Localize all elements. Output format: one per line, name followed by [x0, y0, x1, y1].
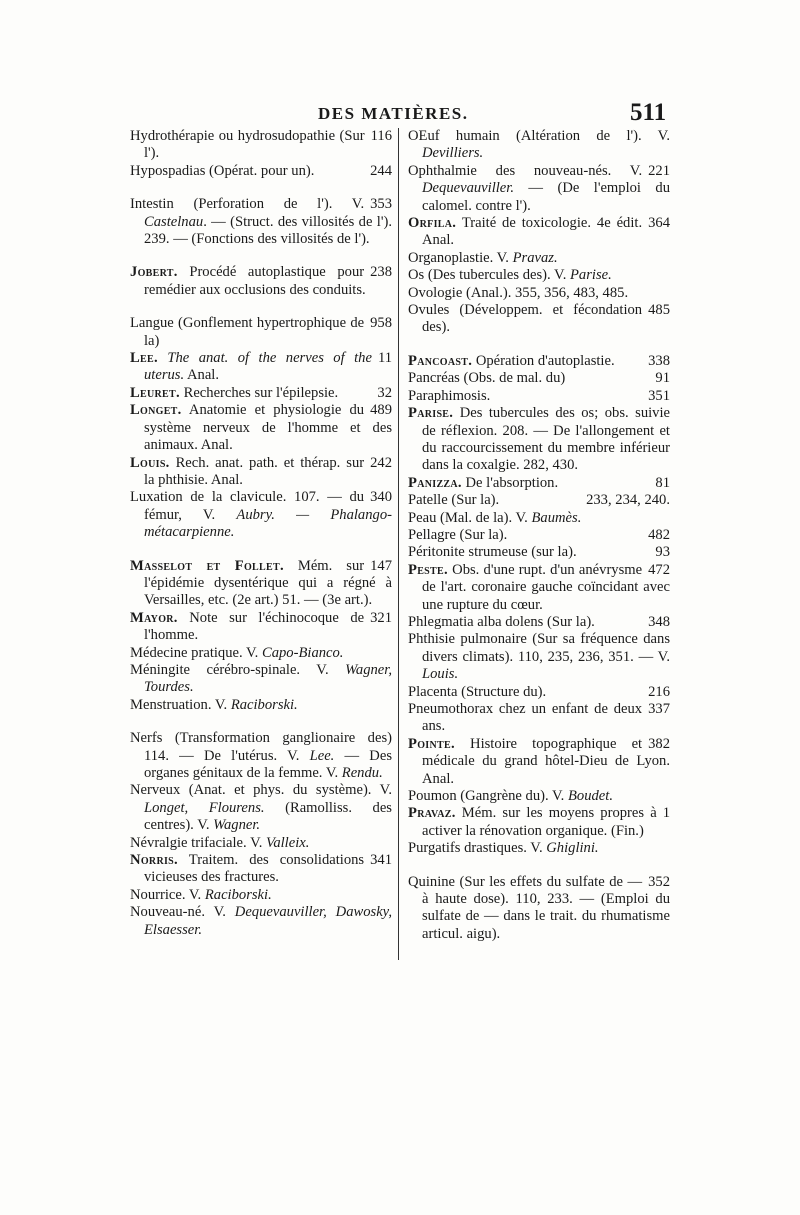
entry-page-ref: 238 [370, 264, 392, 281]
entry-page-ref: 1 [662, 805, 670, 822]
index-entry [408, 370, 670, 387]
index-entry [408, 684, 670, 701]
entry-text: Placenta (Structure du). [408, 683, 547, 700]
entry-author: Pravaz. [408, 805, 456, 822]
entry-page-ref: 337 [648, 701, 670, 717]
index-entry [408, 215, 670, 250]
entry-page-ref: 321 [370, 609, 392, 626]
entry-page-ref: 353 [370, 196, 392, 213]
entry-page-ref: 338 [648, 352, 670, 369]
index-entry [408, 614, 670, 631]
entry-author: Peste. [408, 561, 448, 578]
index-entry [408, 285, 670, 302]
entry-gap [408, 337, 670, 353]
entry-page-ref: 364 [648, 215, 670, 232]
index-entry [130, 455, 392, 490]
entry-text: Patelle (Sur la). [408, 492, 500, 509]
index-entry [408, 250, 670, 267]
entry-gap [130, 714, 392, 730]
entry-text: Traité de toxicologie. 4e édit. Anal. [422, 215, 643, 249]
entry-page-ref: 348 [648, 613, 670, 630]
entry-author: Masselot et Follet. [130, 557, 284, 574]
index-entry [130, 402, 392, 454]
entry-text: De l'absorption. [461, 474, 559, 491]
index-entry [130, 163, 392, 180]
entry-text: Méningite cérébro-spinale. V. [130, 661, 346, 678]
entry-text: Organoplastie. V. [408, 249, 513, 266]
entry-text: Purgatifs drastiques. V. [408, 840, 547, 857]
index-entry [130, 662, 392, 697]
entry-text: Obs. d'une rupt. d'un anévrysme de l'art. coronaire gauche coïncidant avec une rupture du cœur. [422, 561, 670, 613]
entry-italic: Castelnau [144, 213, 204, 230]
entry-italic: Capo-Bianco. [261, 644, 344, 661]
entry-italic-2: Wagner. [213, 817, 261, 834]
entry-page-ref: 485 [648, 302, 670, 319]
entry-text: Anatomie et physiologie du système nerveux de l'homme et des animaux. Anal. [144, 402, 392, 454]
entry-author: Panizza. [408, 474, 462, 491]
entry-text: Phlegmatia alba dolens (Sur la). [408, 613, 595, 630]
entry-text: Des tubercules des os; obs. suivie de réflexion. 208. — De l'allongement et du raccourcissement du membre inférieur dans la coxalgie. 282, 430. [422, 405, 670, 474]
entry-text: Quinine (Sur les effets du sulfate de — à haute dose). 110, 233. — (Emploi du sulfate de — dans le trait. du rhumatisme articul. aigu). [408, 873, 670, 942]
index-entry [130, 782, 392, 834]
index-entry [408, 128, 670, 163]
entry-page-ref: 11 [377, 350, 392, 367]
entry-italic: Longet, Flourens. [144, 799, 265, 816]
entry-italic: Boudet. [567, 788, 613, 805]
index-entry [130, 904, 392, 939]
entry-text: Note sur l'échinocoque de l'homme. [144, 609, 365, 644]
entry-italic: Dequevauviller, Dawosky, Elsaesser. [144, 904, 392, 938]
entry-page-ref: 32 [377, 384, 392, 401]
page-number: 511 [630, 99, 667, 126]
entry-text: Hydrothérapie ou hydrosudopathie (Sur l'). [130, 128, 365, 162]
entry-page-ref: 958 [370, 315, 392, 332]
entry-text: Ovologie (Anal.). 355, 356, 483, 485. [408, 284, 629, 301]
index-entry [130, 196, 392, 248]
entry-page-ref: 81 [655, 474, 670, 491]
index-entry [408, 492, 670, 509]
entry-gap [408, 858, 670, 874]
entry-text: Paraphimosis. [408, 387, 491, 404]
index-entry [130, 264, 392, 299]
entry-text: Os (Des tubercules des). V. [408, 267, 570, 284]
entry-text-cont: — (De l'emploi du calomel. contre l'). [422, 180, 670, 214]
index-entry [408, 163, 670, 215]
entry-author: Pointe. [408, 735, 455, 752]
entry-italic: Aubry. — Phalango-métacarpienne. [144, 506, 392, 541]
entry-page-ref: 93 [655, 544, 670, 561]
entry-text: Péritonite strumeuse (sur la). [408, 544, 577, 561]
entry-page-ref: 116 [370, 128, 392, 144]
index-entry [130, 730, 392, 782]
entry-author: Longet. [130, 402, 182, 419]
entry-text: Rech. anat. path. et thérap. sur la phthisie. Anal. [144, 454, 365, 488]
entry-italic: Ghiglini. [546, 840, 599, 857]
entry-author: Orfila. [408, 215, 457, 232]
entry-text: Opération d'autoplastie. [472, 352, 615, 369]
entry-page-ref: 352 [648, 873, 670, 890]
entry-page-ref: 472 [648, 561, 670, 578]
entry-author: Parise. [408, 405, 454, 422]
entry-italic: Wagner, Tourdes. [144, 661, 392, 696]
entry-italic: Raciborski. [204, 886, 272, 903]
index-entry [408, 788, 670, 805]
entry-text: Poumon (Gangrène du). V. [408, 788, 568, 805]
entry-page-ref: 233, 234, 240. [586, 492, 670, 509]
index-entry [130, 315, 392, 350]
entry-page-ref: 216 [648, 683, 670, 700]
index-entry [130, 489, 392, 541]
index-entry [408, 353, 670, 370]
index-entry [130, 697, 392, 714]
entry-gap [130, 248, 392, 264]
running-title: DES MATIÈRES. [318, 104, 469, 123]
entry-gap [130, 180, 392, 196]
index-entry [408, 388, 670, 405]
entry-text: Menstruation. V. [130, 696, 231, 713]
entry-italic: Devilliers. [422, 145, 484, 162]
right-column [408, 128, 670, 943]
index-entry [408, 405, 670, 475]
entry-text: Hypospadias (Opérat. pour un). [130, 162, 315, 179]
entry-text: Peau (Mal. de la). V. [408, 509, 532, 526]
entry-text: Nouveau-né. V. [130, 904, 235, 921]
entry-text: Histoire topographique et médicale du grand hôtel-Dieu de Lyon. Anal. [422, 735, 670, 787]
entry-page-ref: 482 [648, 526, 670, 543]
index-entry [408, 302, 670, 337]
entry-author: Mayor. [130, 609, 178, 626]
entry-text: Phthisie pulmonaire (Sur sa fréquence dans divers climats). 110, 235, 236, 351. — V. [408, 631, 670, 665]
entry-author: Lee. [130, 350, 158, 367]
entry-author: Leuret. [130, 384, 180, 401]
entry-italic: Louis. [422, 666, 459, 683]
entry-italic: Parise. [570, 267, 612, 284]
entry-gap [130, 299, 392, 315]
entry-italic: Pravaz. [512, 249, 558, 266]
entry-author: Norris. [130, 852, 178, 869]
entry-author: Pancoast. [408, 352, 473, 369]
index-entry [408, 544, 670, 561]
left-column [130, 128, 392, 939]
entry-text: Pellagre (Sur la). [408, 526, 508, 543]
entry-text: Recherches sur l'épilepsie. [179, 384, 339, 401]
entry-text: Nerfs (Transformation ganglionaire des) 114. — De l'utérus. V. [130, 730, 392, 764]
entry-author: Jobert. [130, 264, 178, 281]
index-entry [130, 645, 392, 662]
entry-page-ref: 341 [370, 852, 392, 869]
entry-text: Intestin (Perforation de l'). V. [130, 196, 365, 213]
index-entry [408, 510, 670, 527]
index-entry [130, 887, 392, 904]
entry-text: Langue (Gonflement hypertrophique de la) [130, 315, 365, 349]
column-divider [398, 128, 399, 960]
entry-text-cont: Anal. [184, 367, 219, 384]
entry-text: Nerveux (Anat. et phys. du système). V. [130, 782, 392, 799]
entry-text-cont: (Ramolliss. des centres). V. [144, 799, 392, 834]
entry-italic: Dequevauviller. [422, 180, 514, 197]
entry-page-ref: 489 [370, 402, 392, 419]
entry-text: OEuf humain (Altération de l'). V. [408, 128, 670, 144]
entry-text: Ophthalmie des nouveau-nés. V. [408, 162, 643, 179]
entry-page-ref: 244 [370, 162, 392, 179]
entry-italic: The anat. of the nerves of the uterus. [144, 350, 372, 384]
entry-text: Mém. sur l'épidémie dysentérique qui a régné à Versailles, etc. (2e art.) 51. — (3e art.). [144, 557, 392, 609]
entry-author: Louis. [130, 454, 170, 471]
entry-italic: Valleix. [266, 834, 310, 851]
index-entry [408, 736, 670, 788]
entry-gap [130, 542, 392, 558]
index-entry [408, 631, 670, 683]
index-entry [130, 350, 392, 385]
entry-text-cont: — Des organes génitaux de la femme. V. [144, 747, 392, 781]
entry-text: Mém. sur les moyens propres à activer la rénovation organique. (Fin.) [422, 805, 657, 839]
index-entry [130, 385, 392, 402]
entry-italic-2: Rendu. [341, 765, 383, 781]
entry-text-cont: . — (Struct. des villosités de l'). 239. — (Fonctions des villosités de l'). [144, 213, 392, 248]
index-entry [130, 128, 392, 163]
entry-text: Ovules (Développem. et fécondation des). [408, 302, 643, 336]
index-entry [130, 835, 392, 852]
entry-text: Pancréas (Obs. de mal. du) [408, 370, 566, 387]
entry-italic: Raciborski. [230, 696, 298, 713]
index-entry [130, 610, 392, 645]
entry-text: Pneumothorax chez un enfant de deux ans. [408, 701, 643, 735]
entry-italic: Baumès. [531, 509, 582, 526]
entry-page-ref: 91 [655, 370, 670, 387]
entry-page-ref: 221 [648, 162, 670, 179]
index-entry [408, 527, 670, 544]
entry-text: Médecine pratique. V. [130, 644, 262, 661]
entry-page-ref: 147 [370, 557, 392, 574]
index-entry [408, 840, 670, 857]
entry-page-ref: 242 [370, 454, 392, 471]
entry-page-ref: 351 [648, 387, 670, 404]
entry-text: Traitem. des consolidations vicieuses des fractures. [144, 852, 365, 886]
entry-text: Luxation de la clavicule. 107. — du fémur, V. [130, 489, 365, 523]
index-entry [130, 558, 392, 610]
index-entry [408, 701, 670, 736]
index-entry [408, 874, 670, 944]
page-header [0, 99, 800, 128]
index-entry [408, 562, 670, 614]
entry-page-ref: 340 [370, 489, 392, 506]
entry-italic: Lee. [309, 747, 335, 764]
index-entry [130, 852, 392, 887]
index-entry [408, 267, 670, 284]
entry-page-ref: 382 [648, 735, 670, 752]
entry-text: Nourrice. V. [130, 886, 205, 903]
index-entry [408, 475, 670, 492]
entry-text: Procédé autoplastique pour remédier aux occlusions des conduits. [144, 264, 366, 298]
index-entry [408, 805, 670, 840]
entry-text: Névralgie trifaciale. V. [130, 834, 267, 851]
